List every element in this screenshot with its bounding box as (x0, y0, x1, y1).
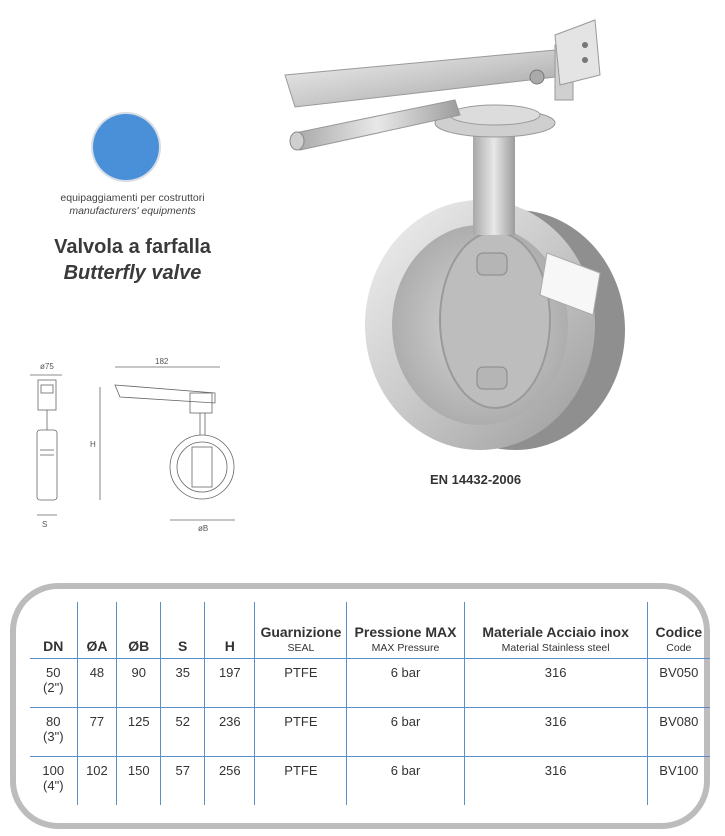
standard-label: EN 14432-2006 (430, 472, 522, 487)
technical-drawing (20, 355, 250, 535)
table-header-row (30, 602, 710, 659)
col-code: Codice Code (655, 624, 703, 654)
col-seal: Guarnizione SEAL (255, 602, 347, 659)
col-h: H (205, 602, 255, 659)
category-label-en: manufacturers' equipments (69, 205, 196, 217)
dim-a-label: ø75 (40, 362, 54, 371)
table-row: 80 (3") 77 125 52 236 PTFE 6 bar 316 BV080 (30, 708, 710, 757)
table-row: 100 (4") 102 150 57 256 PTFE 6 bar 316 BV100 (30, 757, 710, 806)
spec-table (30, 602, 710, 805)
col-dn: DN (30, 602, 77, 659)
table-row: 50 (2") 48 90 35 197 PTFE 6 bar 316 BV050 (30, 659, 710, 708)
category-dot-icon (93, 114, 159, 180)
category-label-it: equipaggiamenti per costruttori (60, 192, 205, 204)
col-a: ØA (77, 602, 117, 659)
dim-width-label: 182 (155, 357, 169, 366)
product-title-it: Valvola a farfalla (54, 236, 211, 258)
product-title-en: Butterfly valve (63, 262, 202, 284)
dim-h-label: H (90, 440, 96, 449)
col-material: Materiale Acciaio inox Material Stainless steel (464, 602, 647, 659)
col-pressure: Pressione MAX MAX Pressure (347, 602, 464, 659)
col-s: S (161, 602, 205, 659)
dim-s-label: S (42, 520, 48, 529)
butterfly-valve-photo (255, 15, 655, 460)
dim-b-label: øB (198, 524, 209, 533)
col-b: ØB (117, 602, 161, 659)
